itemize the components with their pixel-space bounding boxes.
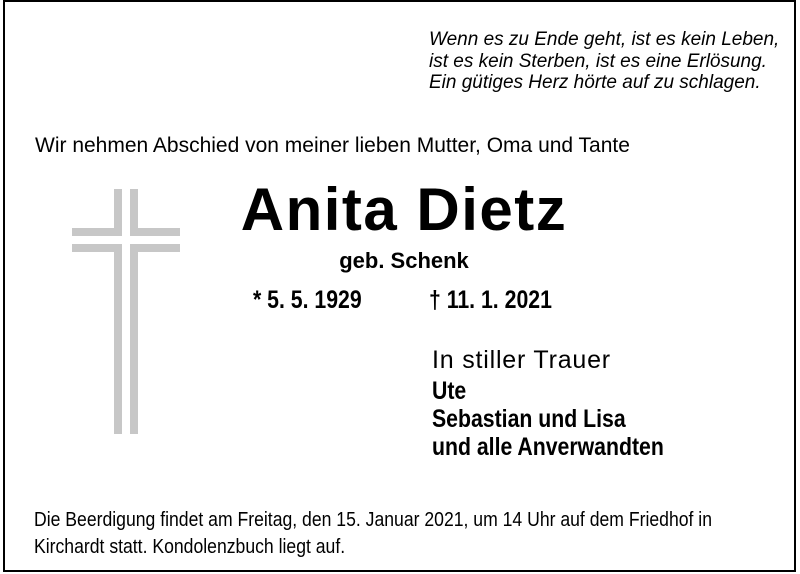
memorial-quote [429,29,779,94]
funeral-info [34,507,712,561]
mourner-name: und alle Anverwandten [432,433,664,461]
memorial-quote-line: Wenn es zu Ende geht, ist es kein Leben, [429,29,780,50]
memorial-quote-line: Ein gütiges Herz hörte auf zu schlagen. [429,72,761,93]
memorial-quote-line: ist es kein Sterben, ist es eine Erlösung. [429,50,767,72]
deceased-name: Anita Dietz [240,176,568,243]
mourning-heading: In stiller Trauer [432,346,611,374]
funeral-info-line: Kirchardt statt. Kondolenzbuch liegt auf. [34,536,346,558]
farewell-intro-line: Wir nehmen Abschied von meiner lieben Mutter, Oma und Tante [35,134,630,157]
death-date: † 11. 1. 2021 [429,286,552,314]
mourners-list [432,377,664,461]
funeral-info-line: Die Beerdigung findet am Freitag, den 15. Januar 2021, um 14 Uhr auf dem Friedhof in [34,509,712,531]
maiden-name: geb. Schenk [339,248,469,273]
mourner-name: Ute [432,377,467,405]
birth-date: * 5. 5. 1929 [253,286,362,314]
mourner-name: Sebastian und Lisa [432,405,626,433]
